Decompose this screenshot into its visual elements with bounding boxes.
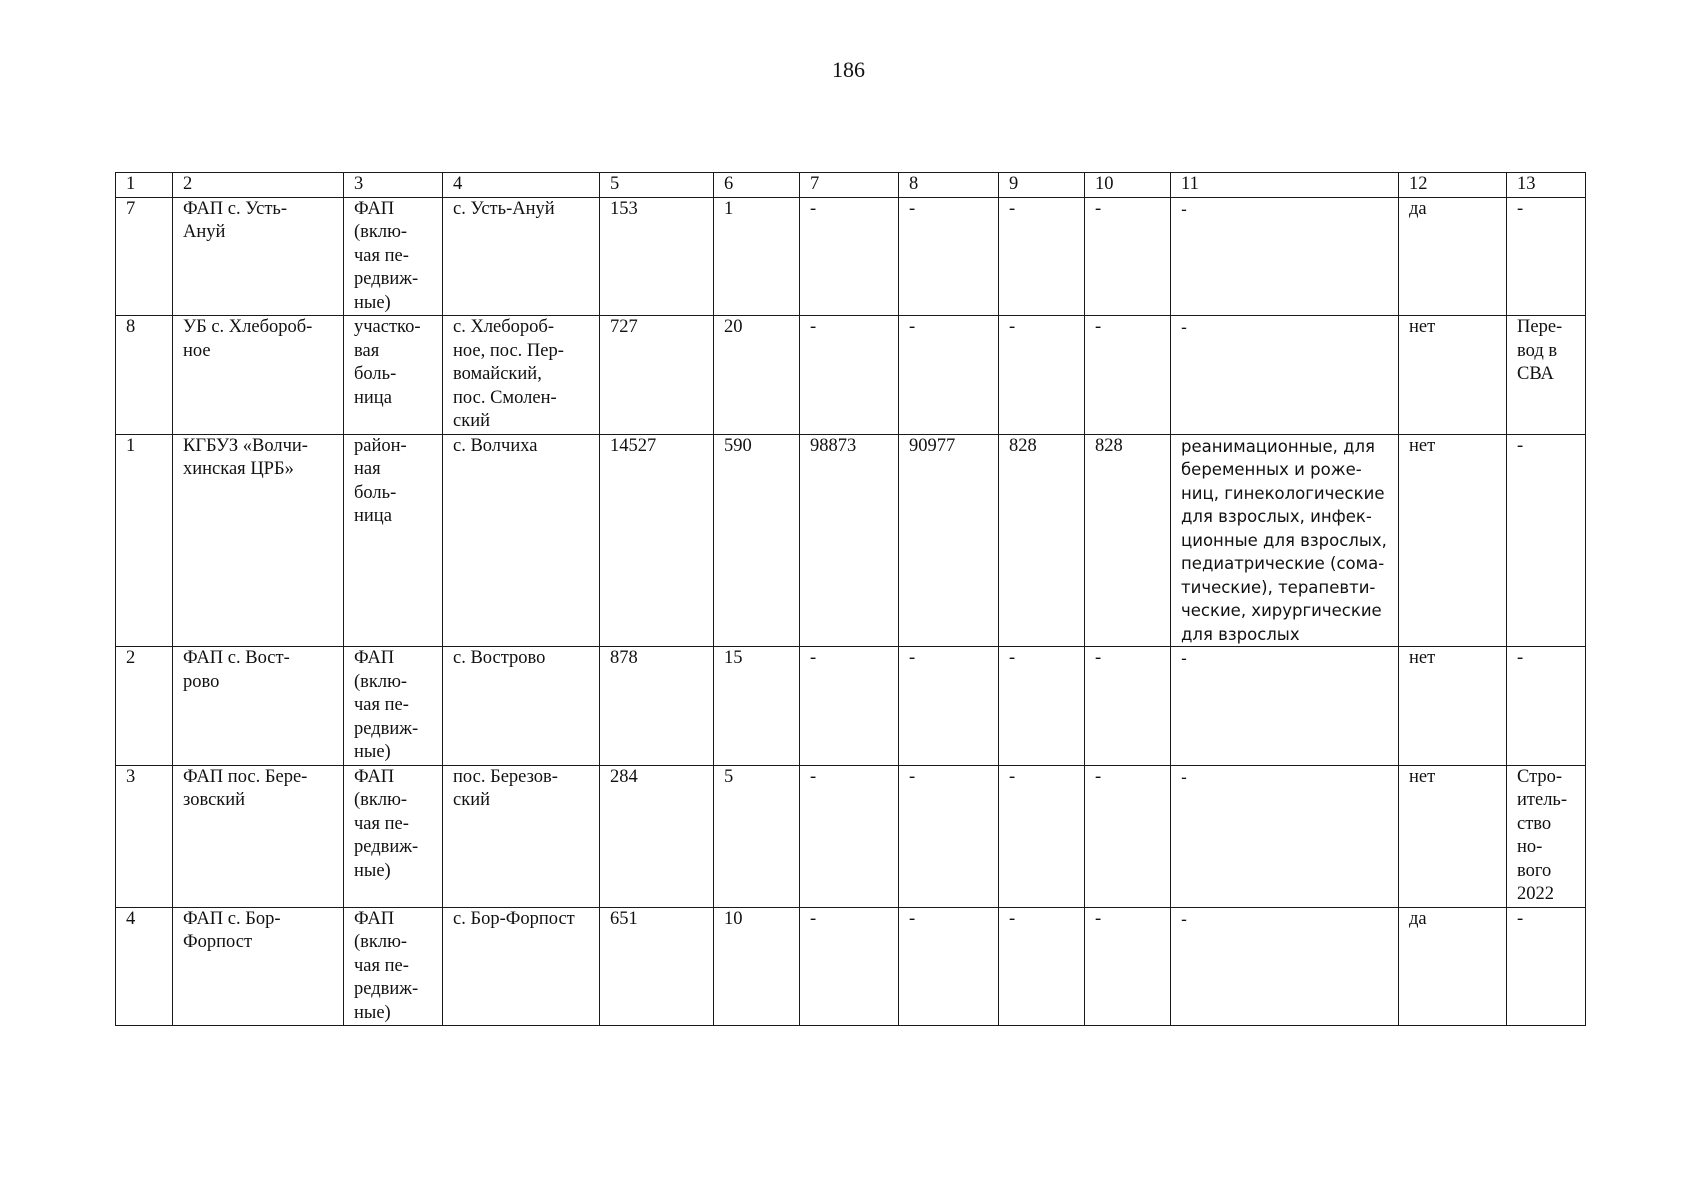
table-cell: 5 (714, 765, 800, 907)
table-cell: пос. Березов- ский (443, 765, 600, 907)
table-cell: ФАП с. Вост- рово (173, 647, 344, 766)
table-cell: 2 (116, 647, 173, 766)
table-cell: - (1507, 907, 1586, 1026)
table-cell: с. Бор-Форпост (443, 907, 600, 1026)
table-cell: - (1085, 647, 1171, 766)
table-cell: район- ная боль- ница (344, 434, 443, 647)
table-cell: ФАП (вклю- чая пе- редвиж- ные) (344, 647, 443, 766)
table-header-row (116, 173, 1586, 198)
column-header: 5 (600, 173, 714, 198)
table-cell: - (1085, 765, 1171, 907)
table-cell: - (800, 907, 899, 1026)
table-cell: КГБУЗ «Волчи- хинская ЦРБ» (173, 434, 344, 647)
table-cell: - (899, 765, 999, 907)
table-cell: с. Волчиха (443, 434, 600, 647)
table-row (116, 907, 1586, 1026)
table-cell: ФАП с. Усть- Ануй (173, 197, 344, 316)
table-cell: ФАП с. Бор- Форпост (173, 907, 344, 1026)
column-header: 1 (116, 173, 173, 198)
table-cell: - (800, 765, 899, 907)
column-header: 3 (344, 173, 443, 198)
table-cell: 4 (116, 907, 173, 1026)
table-cell: - (800, 316, 899, 435)
table-cell: - (1171, 316, 1399, 435)
table-cell: 651 (600, 907, 714, 1026)
table-cell: 1 (714, 197, 800, 316)
table-cell: Пере- вод в СВА (1507, 316, 1586, 435)
table-cell: - (1507, 434, 1586, 647)
column-header: 7 (800, 173, 899, 198)
table-cell: - (899, 647, 999, 766)
table-cell: нет (1399, 434, 1507, 647)
table-cell: ФАП (вклю- чая пе- редвиж- ные) (344, 907, 443, 1026)
table-cell: - (899, 197, 999, 316)
table-cell: УБ с. Хлебороб- ное (173, 316, 344, 435)
table-cell: - (1171, 197, 1399, 316)
table-cell: 90977 (899, 434, 999, 647)
table-cell: 590 (714, 434, 800, 647)
table-row (116, 765, 1586, 907)
table-cell: 1 (116, 434, 173, 647)
table-cell: - (1171, 647, 1399, 766)
table-row (116, 434, 1586, 647)
table-cell: нет (1399, 316, 1507, 435)
table-cell: 8 (116, 316, 173, 435)
table-cell: - (999, 197, 1085, 316)
page-number: 186 (832, 57, 865, 82)
table-cell: с. Хлебороб- ное, пос. Пер- вомайский, пос. Смолен- ский (443, 316, 600, 435)
table-row (116, 316, 1586, 435)
table-cell: - (1085, 907, 1171, 1026)
table-cell: - (1507, 197, 1586, 316)
table-cell: - (999, 647, 1085, 766)
table-cell: - (999, 765, 1085, 907)
table-cell: 98873 (800, 434, 899, 647)
column-header: 13 (1507, 173, 1586, 198)
table-cell: да (1399, 907, 1507, 1026)
table-cell: 828 (999, 434, 1085, 647)
table-cell: 284 (600, 765, 714, 907)
column-header: 6 (714, 173, 800, 198)
table-cell: - (899, 316, 999, 435)
table-cell: Стро- итель- ство но- вого 2022 (1507, 765, 1586, 907)
table-cell: ФАП (вклю- чая пе- редвиж- ные) (344, 765, 443, 907)
table-cell: - (800, 197, 899, 316)
table-cell: ФАП пос. Бере- зовский (173, 765, 344, 907)
table-cell: с. Вострово (443, 647, 600, 766)
table-cell: - (899, 907, 999, 1026)
table-cell: - (1085, 197, 1171, 316)
table-cell: 153 (600, 197, 714, 316)
table-cell: - (1171, 907, 1399, 1026)
table-cell: реанимационные, для беременных и роже- ниц, гинекологические для взрослых, инфек- ционные для взрослых, педиатрические (сома- тические), терапевти- ческие, хирургические для взрослых (1171, 434, 1399, 647)
table-cell: 20 (714, 316, 800, 435)
table-cell: 3 (116, 765, 173, 907)
table-cell: - (1507, 647, 1586, 766)
table-cell: 7 (116, 197, 173, 316)
table-cell: 727 (600, 316, 714, 435)
data-table (115, 172, 1586, 1026)
table-cell: нет (1399, 647, 1507, 766)
table-cell: - (1171, 765, 1399, 907)
table-cell: 828 (1085, 434, 1171, 647)
table-cell: ФАП (вклю- чая пе- редвиж- ные) (344, 197, 443, 316)
table-cell: да (1399, 197, 1507, 316)
table-row (116, 197, 1586, 316)
table-cell: нет (1399, 765, 1507, 907)
column-header: 2 (173, 173, 344, 198)
column-header: 11 (1171, 173, 1399, 198)
column-header: 4 (443, 173, 600, 198)
table-cell: с. Усть-Ануй (443, 197, 600, 316)
table-cell: 14527 (600, 434, 714, 647)
table-cell: участко- вая боль- ница (344, 316, 443, 435)
column-header: 8 (899, 173, 999, 198)
column-header: 12 (1399, 173, 1507, 198)
table-cell: - (1085, 316, 1171, 435)
table-cell: 878 (600, 647, 714, 766)
column-header: 9 (999, 173, 1085, 198)
table-cell: - (800, 647, 899, 766)
table-cell: 10 (714, 907, 800, 1026)
table-cell: 15 (714, 647, 800, 766)
table-row (116, 647, 1586, 766)
table-cell: - (999, 907, 1085, 1026)
column-header: 10 (1085, 173, 1171, 198)
table-cell: - (999, 316, 1085, 435)
